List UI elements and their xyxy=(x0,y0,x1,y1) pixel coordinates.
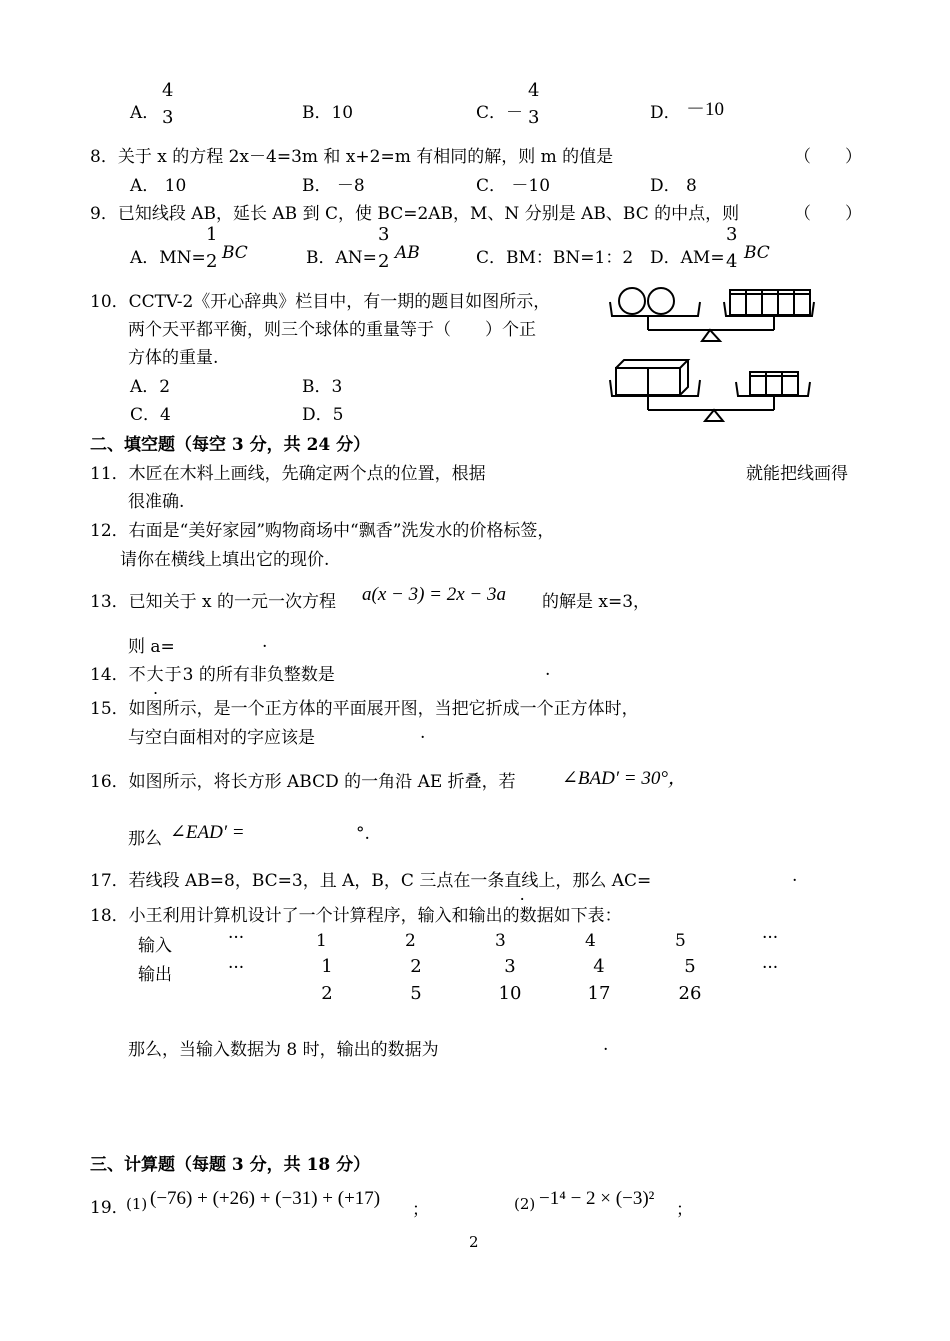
q9-option-a-label: A．MN= xyxy=(130,248,206,268)
q15-end: . xyxy=(420,723,426,743)
q18-input-5: 5 xyxy=(675,931,686,951)
q19-part2-label: (2) xyxy=(514,1195,536,1213)
q19-number: 19． xyxy=(90,1198,129,1218)
q16-angle2: ∠EAD′ = xyxy=(170,822,245,843)
q12-line1: 12．右面是“美好家园”购物商场中“飘香”洗发水的价格标签， xyxy=(90,521,555,541)
q16-prefix: 16．如图所示，将长方形 ABCD 的一角沿 AE 折叠，若 xyxy=(90,772,516,792)
page-number: 2 xyxy=(469,1233,479,1251)
q18-input-3: 3 xyxy=(495,931,506,951)
q7-option-d-label: D． xyxy=(650,103,681,123)
q12-line2: 请你在横线上填出它的现价. xyxy=(120,550,330,570)
q13-suffix: 的解是 x=3， xyxy=(542,592,651,612)
q18-output-4: 4 17 xyxy=(587,956,611,1004)
balance-scales-figure xyxy=(604,280,828,430)
q18-input-dots-right: ··· xyxy=(762,928,779,948)
q13-equation: a(x − 3) = 2x − 3a xyxy=(362,584,506,605)
q8-option-a: A． 10 xyxy=(130,176,187,196)
q9-option-d-tail: BC xyxy=(744,243,770,263)
q18-question: 那么，当输入数据为 8 时，输出的数据为 xyxy=(128,1040,439,1060)
q13-end: . xyxy=(262,632,268,652)
q18-output-2: 2 5 xyxy=(410,956,422,1004)
q8-option-d: D． 8 xyxy=(650,176,697,196)
section-2-heading: 二、填空题（每空 3 分，共 24 分） xyxy=(90,435,371,455)
q10-option-b: B．3 xyxy=(302,377,343,397)
q8-answer-paren: （ ） xyxy=(794,147,862,167)
q7-option-a-label: A． xyxy=(130,103,160,123)
q8-stem: 8．关于 x 的方程 2x－4=3m 和 x+2=m 有相同的解，则 m 的值是 xyxy=(90,147,614,167)
q9-option-a-fraction: 1 2 xyxy=(206,224,218,272)
q9-option-b-tail: AB xyxy=(395,243,420,263)
q10-line2: 两个天平都平衡，则三个球体的重量等于（ ）个正 xyxy=(128,320,536,340)
q18-output-dots-right: ··· xyxy=(762,958,779,978)
q17-end: . xyxy=(792,866,798,886)
q18-input-dots-left: ··· xyxy=(228,928,245,948)
q14-end: . xyxy=(545,660,551,680)
q13-prefix: 13．已知关于 x 的一元一次方程 xyxy=(90,592,337,612)
q8-option-b: B． －8 xyxy=(302,176,365,196)
q7-option-a-fraction: 4 3 xyxy=(162,80,174,128)
q11-tail: 就能把线画得 xyxy=(746,464,848,484)
q15-line2: 与空白面相对的字应该是 xyxy=(128,728,315,748)
q10-line3: 方体的重量. xyxy=(128,348,219,368)
q18-output-5: 5 26 xyxy=(678,956,702,1004)
q19-part1-label: (1) xyxy=(126,1195,148,1213)
q9-option-b-label: B．AN= xyxy=(306,248,377,268)
q9-option-d-label: D．AM= xyxy=(650,248,725,268)
q17-emphasis: 直线 xyxy=(504,871,539,891)
q18-end: . xyxy=(603,1035,609,1055)
q7-option-d-value: －10 xyxy=(686,99,725,120)
q16-line2: 那么 xyxy=(128,829,162,849)
q18-output-dots-left: ··· xyxy=(228,958,245,978)
q14: 14．不大于3 的所有非负整数是 xyxy=(90,665,335,685)
q13-line2: 则 a= xyxy=(128,637,175,657)
q18-output-label: 输出 xyxy=(138,965,172,985)
q16-end: °. xyxy=(356,824,370,844)
q10-option-d: D．5 xyxy=(302,405,344,425)
q17: 17．若线段 AB=8，BC=3，且 A，B，C 三点在一条直线上，那么 AC= xyxy=(90,871,652,891)
q19-part2-sep: ； xyxy=(676,1200,693,1220)
q7-option-b: B．10 xyxy=(302,103,354,123)
q7-option-c-fraction: 4 3 xyxy=(528,80,540,128)
section-3-heading: 三、计算题（每题 3 分，共 18 分） xyxy=(90,1155,371,1175)
q10-option-a: A．2 xyxy=(130,377,171,397)
q9-option-c: C．BM：BN=1：2 xyxy=(476,248,634,268)
q9-answer-paren: （ ） xyxy=(794,204,862,224)
q10-option-c: C．4 xyxy=(130,405,171,425)
q18-output-1: 1 2 xyxy=(321,956,333,1004)
q19-part1-sep: ； xyxy=(412,1200,429,1220)
q7-option-c-label: C．－ xyxy=(476,103,524,123)
q18-input-2: 2 xyxy=(405,931,416,951)
q18-output-3: 3 10 xyxy=(498,956,522,1004)
q15-line1: 15．如图所示，是一个正方体的平面展开图，当把它折成一个正方体时， xyxy=(90,699,639,719)
q18-stem: 18．小王利用计算机设计了一个计算程序，输入和输出的数据如下表： xyxy=(90,906,622,926)
q8-option-c: C． －10 xyxy=(476,176,551,196)
q18-input-1: 1 xyxy=(316,931,327,951)
q9-stem: 9．已知线段 AB，延长 AB 到 C，使 BC=2AB，M、N 分别是 AB、BC 的中点，则 xyxy=(90,204,740,224)
q18-input-label: 输入 xyxy=(138,936,172,956)
q10-line1: 10．CCTV-2《开心辞典》栏目中，有一期的题目如图所示， xyxy=(90,292,551,312)
q14-emphasis: 不大于 xyxy=(128,665,183,685)
q11-line2: 很准确. xyxy=(128,492,185,512)
q9-option-d-fraction: 3 4 xyxy=(726,224,738,272)
q11-line1: 11．木匠在木料上画线，先确定两个点的位置，根据 xyxy=(90,464,486,484)
q16-angle: ∠BAD′ = 30°， xyxy=(562,768,687,789)
q19-part1-expression: (−76) + (+26) + (−31) + (+17) xyxy=(150,1188,381,1209)
q9-option-b-fraction: 3 2 xyxy=(378,224,390,272)
q19-part2-expression: −1⁴ − 2 × (−3)² xyxy=(539,1188,655,1209)
q18-input-4: 4 xyxy=(585,931,596,951)
q9-option-a-tail: BC xyxy=(222,243,248,263)
